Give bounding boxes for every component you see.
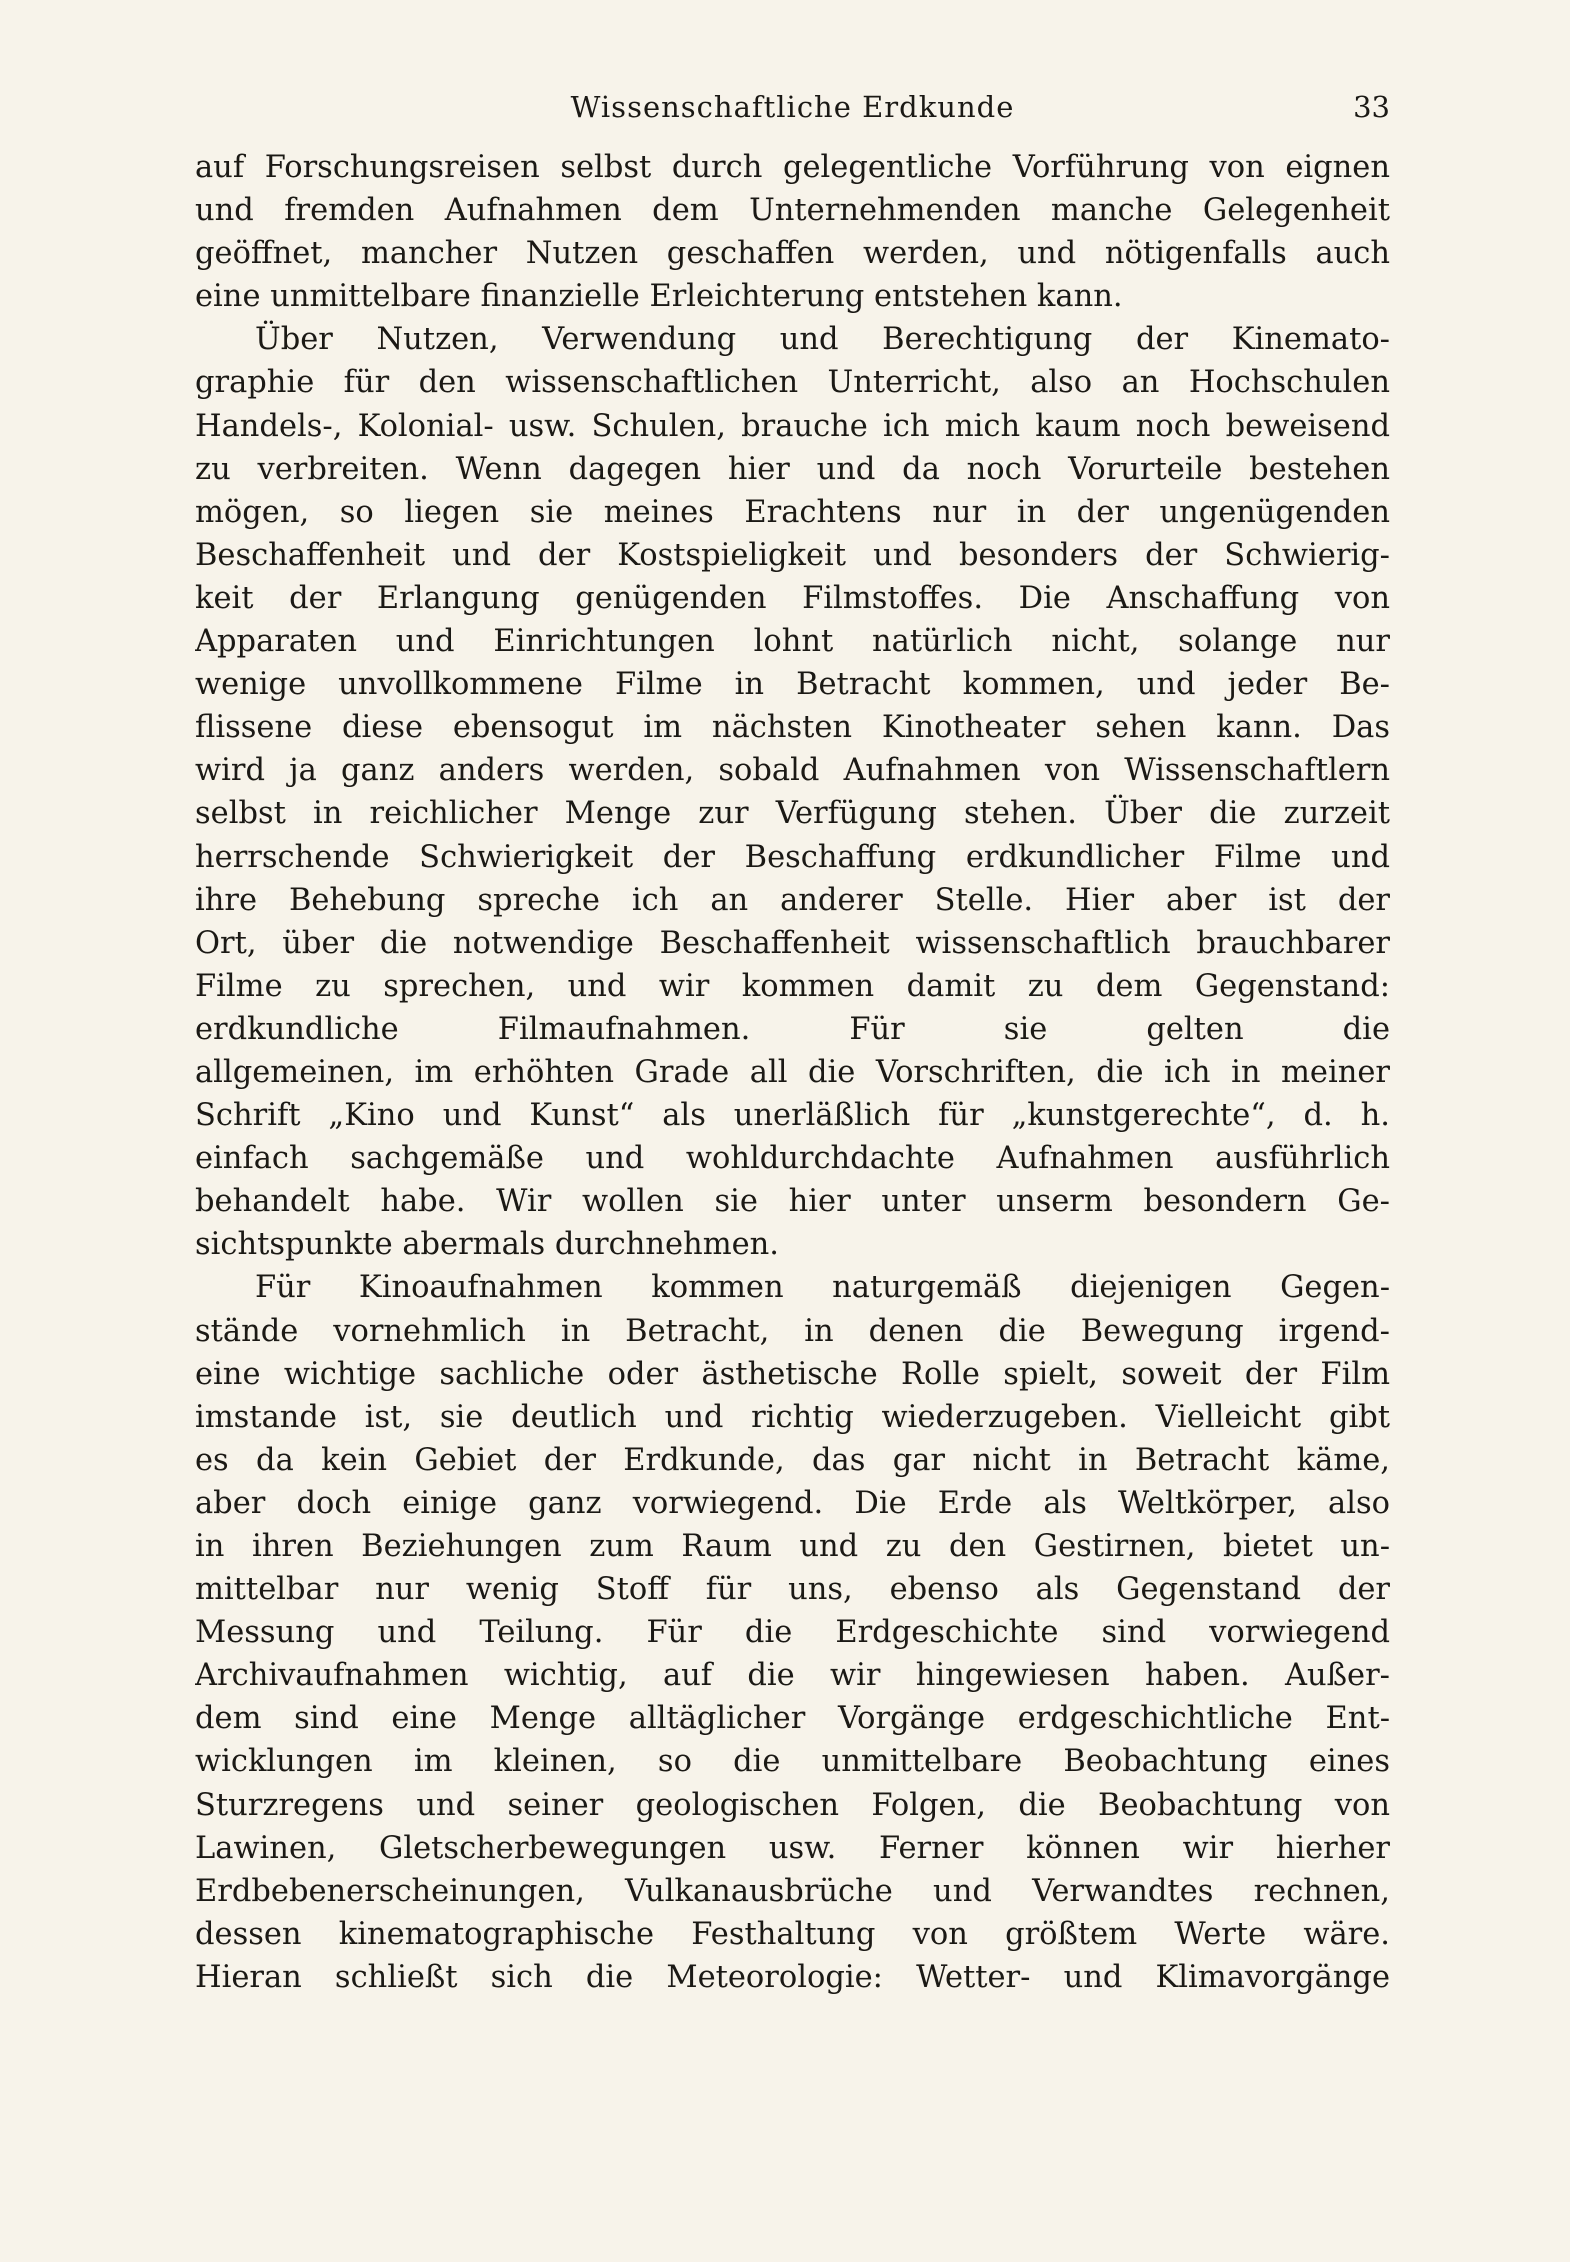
text-line: imstande ist, sie deutlich und richtig wiederzugeben. Vielleicht gibt [195, 1399, 1390, 1435]
text-line: Filme zu sprechen, und wir kommen damit zu dem Gegenstand: [195, 968, 1390, 1004]
text-line: allgemeinen, im erhöhten Grade all die Vorschriften, die ich in meiner [195, 1054, 1390, 1090]
text-line: Ort, über die notwendige Beschaffenheit wissenschaftlich brauchbarer [195, 925, 1390, 961]
text-line: Erdbebenerscheinungen, Vulkanausbrüche und Verwandtes rechnen, [195, 1873, 1390, 1909]
text-line: Handels-, Kolonial- usw. Schulen, brauche ich mich kaum noch beweisend [195, 408, 1390, 444]
text-line: behandelt habe. Wir wollen sie hier unter unserm besondern Ge- [195, 1184, 1390, 1220]
text-line: wicklungen im kleinen, so die unmittelbare Beobachtung eines [195, 1744, 1390, 1780]
text-line: aber doch einige ganz vorwiegend. Die Erde als Weltkörper, also [195, 1485, 1390, 1521]
page-number: 33 [1353, 90, 1390, 124]
text-line: dessen kinematographische Festhaltung von größtem Werte wäre. [195, 1916, 1390, 1952]
text-line: es da kein Gebiet der Erdkunde, das gar nicht in Betracht käme, [195, 1442, 1390, 1478]
text-line: Hieran schließt sich die Meteorologie: Wetter- und Klimavorgänge [195, 1959, 1390, 1995]
body-text [195, 146, 1390, 1999]
text-line: Archivaufnahmen wichtig, auf die wir hingewiesen haben. Außer- [195, 1658, 1390, 1694]
text-line: wenige unvollkommene Filme in Betracht kommen, und jeder Be- [195, 667, 1390, 703]
text-line: ihre Behebung spreche ich an anderer Stelle. Hier aber ist der [195, 882, 1390, 918]
text-line: flissene diese ebensogut im nächsten Kinotheater sehen kann. Das [195, 710, 1390, 746]
text-line: mögen, so liegen sie meines Erachtens nur in der ungenügenden [195, 494, 1390, 530]
text-line: Über Nutzen, Verwendung und Berechtigung der Kinemato- [255, 322, 1390, 358]
text-line: dem sind eine Menge alltäglicher Vorgänge erdgeschichtliche Ent- [195, 1701, 1390, 1737]
text-line: Beschaffenheit und der Kostspieligkeit und besonders der Schwierig- [195, 537, 1390, 573]
text-line: Schrift „Kino und Kunst“ als unerläßlich für „kunstgerechte“, d. h. [195, 1098, 1390, 1134]
text-line: wird ja ganz anders werden, sobald Aufnahmen von Wissenschaftlern [195, 753, 1390, 789]
text-line: und fremden Aufnahmen dem Unternehmenden manche Gelegenheit [195, 193, 1390, 229]
running-head [195, 88, 1390, 132]
text-line: in ihren Beziehungen zum Raum und zu den Gestirnen, bietet un- [195, 1529, 1390, 1564]
text-line: zu verbreiten. Wenn dagegen hier und da noch Vorurteile bestehen [195, 451, 1390, 487]
text-line: Messung und Teilung. Für die Erdgeschichte sind vorwiegend [195, 1615, 1390, 1651]
text-line: erdkundliche Filmaufnahmen. Für sie gelten die [195, 1011, 1390, 1047]
text-line: Lawinen, Gletscherbewegungen usw. Ferner können wir hierher [195, 1830, 1390, 1866]
text-line: Sturzregens und seiner geologischen Folgen, die Beobachtung von [195, 1787, 1390, 1823]
text-line: eine unmittelbare finanzielle Erleichterung entstehen kann. [195, 279, 1123, 315]
text-line: selbst in reichlicher Menge zur Verfügung stehen. Über die zurzeit [195, 796, 1390, 832]
text-line: eine wichtige sachliche oder ästhetische Rolle spielt, soweit der Film [195, 1356, 1390, 1392]
running-title: Wissenschaftliche Erdkunde [570, 90, 1015, 124]
text-line: einfach sachgemäße und wohldurchdachte Aufnahmen ausführlich [195, 1141, 1390, 1177]
text-line: keit der Erlangung genügenden Filmstoffes. Die Anschaffung von [195, 580, 1390, 616]
text-line: mittelbar nur wenig Stoff für uns, ebenso als Gegenstand der [195, 1572, 1390, 1608]
text-line: graphie für den wissenschaftlichen Unterricht, also an Hochschulen [195, 365, 1390, 401]
text-line: sichtspunkte abermals durchnehmen. [195, 1227, 779, 1263]
text-line: Für Kinoaufnahmen kommen naturgemäß diejenigen Gegen- [255, 1270, 1390, 1306]
text-line: geöffnet, mancher Nutzen geschaffen werden, und nötigenfalls auch [195, 236, 1390, 272]
text-line: stände vornehmlich in Betracht, in denen die Bewegung irgend- [195, 1313, 1390, 1349]
text-line: Apparaten und Einrichtungen lohnt natürlich nicht, solange nur [195, 624, 1390, 660]
text-line: auf Forschungsreisen selbst durch gelegentliche Vorführung von eignen [195, 150, 1390, 185]
text-line: herrschende Schwierigkeit der Beschaffung erdkundlicher Filme und [195, 839, 1390, 875]
